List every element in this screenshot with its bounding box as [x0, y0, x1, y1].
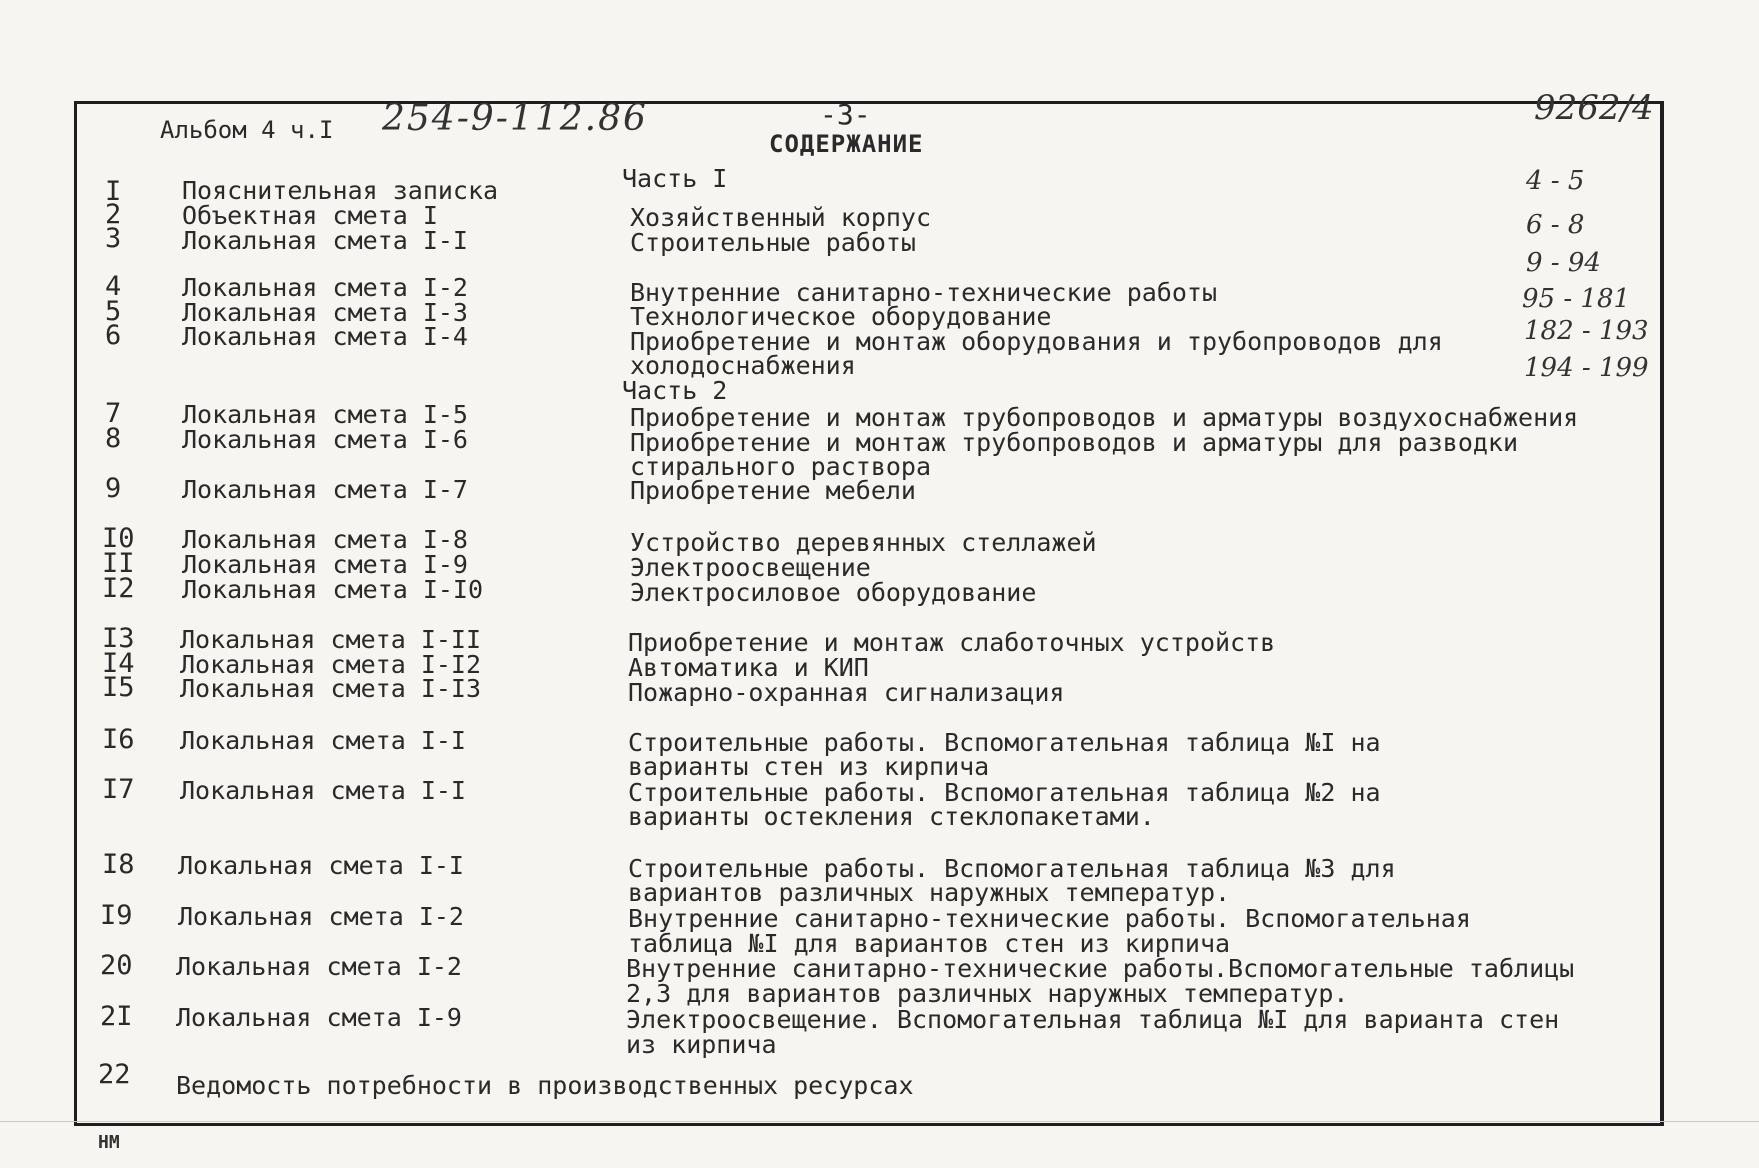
row-description: Электроосвещение. Вспомогательная таблица №I для варианта стен [626, 1005, 1560, 1034]
row-description: Приобретение мебели [630, 476, 916, 505]
row-number: I8 [102, 849, 135, 880]
row-description: Хозяйственный корпус [630, 203, 932, 232]
page-title: СОДЕРЖАНИЕ [769, 130, 924, 158]
row-document: Локальная смета I-8 [182, 525, 468, 554]
album-label: Альбом 4 ч.I [160, 116, 334, 144]
row-description: Устройство деревянных стеллажей [630, 528, 1097, 557]
row-document: Локальная смета I-3 [182, 298, 468, 327]
row-number: 2 [105, 199, 122, 230]
row-number: I5 [102, 672, 135, 703]
row-description: Внутренние санитарно-технические работы.Вспомогательные таблицы [626, 954, 1575, 983]
row-description: Приобретение и монтаж трубопроводов и арматуры для разводки [630, 428, 1519, 457]
row-document: Локальная смета I-II [180, 625, 482, 654]
row-number: 20 [100, 950, 133, 981]
row-number: II [102, 548, 135, 579]
row-description: Строительные работы. Вспомогательная таблица №I на [628, 728, 1381, 757]
row-document: Объектная смета I [182, 201, 438, 230]
row-description: Пожарно-охранная сигнализация [628, 678, 1065, 707]
page-number: -3- [820, 98, 871, 131]
row-number: I9 [100, 900, 133, 931]
part-heading-2: Часть 2 [622, 376, 728, 405]
row-document: Локальная смета I-I3 [180, 674, 482, 703]
registration-number: 9262/4 [1534, 88, 1654, 128]
row-number: I4 [102, 648, 135, 679]
row-document: Локальная смета I-7 [182, 475, 468, 504]
row-pages: 4 - 5 [1526, 166, 1585, 196]
row-document: Локальная смета I-2 [182, 273, 468, 302]
row-number: 22 [98, 1059, 131, 1090]
row-description-continued: варианты остекления стеклопакетами. [628, 802, 1155, 831]
row-number: I3 [102, 623, 135, 654]
row-document: Локальная смета I-I [178, 851, 464, 880]
row-description-continued: вариантов различных наружных температур. [628, 878, 1231, 907]
row-description-continued: таблица №I для вариантов стен из кирпича [628, 929, 1231, 958]
row-number: 5 [105, 296, 122, 327]
row-document: Ведомость потребности в производственных ресурсах [176, 1071, 914, 1100]
row-document: Локальная смета I-I [180, 776, 466, 805]
row-number: 8 [105, 423, 122, 454]
part-heading-1: Часть I [622, 164, 728, 193]
row-pages: 95 - 181 [1522, 284, 1631, 314]
row-description-continued: варианты стен из кирпича [628, 752, 990, 781]
row-description: Технологическое оборудование [630, 302, 1052, 331]
row-document: Локальная смета I-5 [182, 400, 468, 429]
row-number: 7 [105, 398, 122, 429]
row-description: Строительные работы. Вспомогательная таблица №2 на [628, 778, 1381, 807]
row-document: Локальная смета I-2 [178, 902, 464, 931]
row-number: 9 [105, 473, 122, 504]
row-description-continued: из кирпича [626, 1030, 777, 1059]
row-pages: 6 - 8 [1526, 210, 1585, 240]
row-document: Пояснительная записка [182, 176, 499, 205]
row-description-continued: 2,3 для вариантов различных наружных температур. [626, 979, 1349, 1008]
row-pages: 182 - 193 [1524, 316, 1649, 346]
row-description: Электросиловое оборудование [630, 578, 1037, 607]
row-document: Локальная смета I-9 [176, 1003, 462, 1032]
row-document: Локальная смета I-I [182, 226, 468, 255]
row-number: 4 [105, 271, 122, 302]
project-code: 254-9-112.86 [382, 98, 648, 139]
row-number: I0 [102, 523, 135, 554]
row-pages: 9 - 94 [1526, 248, 1601, 278]
footer-mark: НМ [98, 1132, 120, 1153]
row-description: Приобретение и монтаж слаботочных устройств [628, 628, 1276, 657]
row-document: Локальная смета I-6 [182, 425, 468, 454]
row-document: Локальная смета I-I0 [182, 575, 484, 604]
row-description-continued: стирального раствора [630, 452, 932, 481]
row-description: Внутренние санитарно-технические работы. Вспомогательная [628, 904, 1471, 933]
row-description: Внутренние санитарно-технические работы [630, 278, 1217, 307]
row-document: Локальная смета I-9 [182, 550, 468, 579]
row-description: Строительные работы [630, 228, 916, 257]
row-document: Локальная смета I-2 [176, 952, 462, 981]
row-description: Электроосвещение [630, 553, 871, 582]
row-document: Локальная смета I-4 [182, 322, 468, 351]
row-number: I6 [102, 724, 135, 755]
row-number: 6 [105, 320, 122, 351]
row-description: Приобретение и монтаж оборудования и трубопроводов для [630, 327, 1443, 356]
row-description: Приобретение и монтаж трубопроводов и арматуры воздухоснабжения [630, 403, 1579, 432]
row-pages: 194 - 199 [1524, 353, 1649, 383]
row-document: Локальная смета I-I2 [180, 650, 482, 679]
divider-line [0, 1121, 1759, 1122]
row-description: Строительные работы. Вспомогательная таблица №3 для [628, 854, 1396, 883]
row-number: I [105, 176, 122, 207]
row-number: 3 [105, 223, 122, 254]
row-description-continued: холодоснабжения [630, 351, 856, 380]
row-document: Локальная смета I-I [180, 726, 466, 755]
row-number: 2I [100, 1001, 133, 1032]
row-description: Автоматика и КИП [628, 653, 869, 682]
row-number: I2 [102, 573, 135, 604]
row-number: I7 [102, 774, 135, 805]
